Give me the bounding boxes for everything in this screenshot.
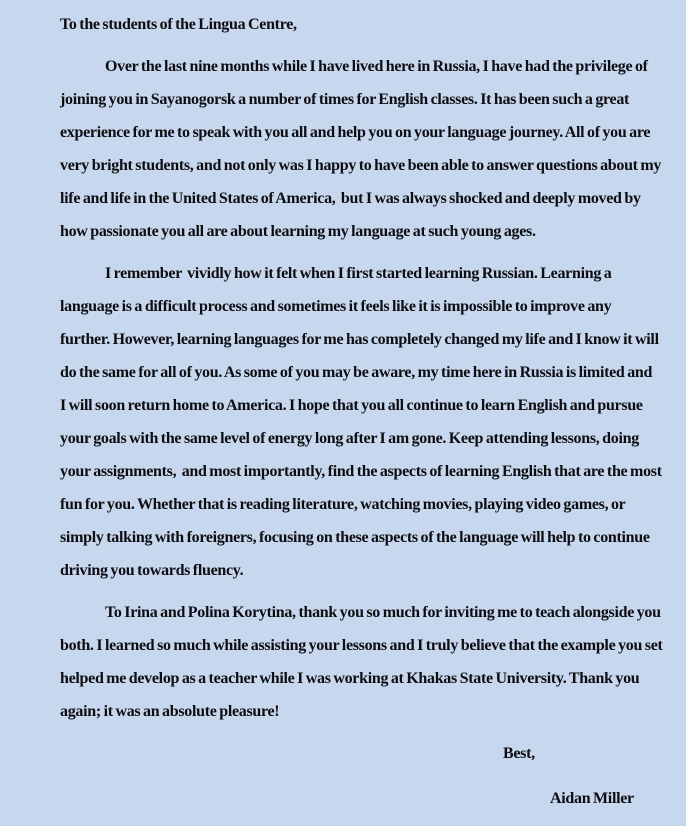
letter-line: language is a difficult process and sometimes it feels like it is impossible to improve any bbox=[60, 298, 612, 315]
paragraph bbox=[60, 257, 662, 587]
signature-name: Aidan Miller bbox=[550, 790, 634, 807]
letter-line: I remember vividly how it felt when I first started learning Russian. Learning a bbox=[105, 265, 612, 282]
letter-line: helped me develop as a teacher while I was working at Khakas State University. Thank you bbox=[60, 670, 640, 687]
letter-line: further. However, learning languages for me has completely changed my life and I know it will bbox=[60, 331, 659, 348]
letter-line: I will soon return home to America. I hope that you all continue to learn English and pursue bbox=[60, 397, 643, 414]
letter-line: fun for you. Whether that is reading literature, watching movies, playing video games, or bbox=[60, 496, 626, 513]
letter-line: how passionate you all are about learning my language at such young ages. bbox=[60, 223, 536, 240]
letter-line: driving you towards fluency. bbox=[60, 562, 244, 579]
letter-line: To Irina and Polina Korytina, thank you so much for inviting me to teach alongside you bbox=[105, 604, 661, 621]
paragraph bbox=[60, 50, 662, 248]
letter-line: Over the last nine months while I have lived here in Russia, I have had the privilege of bbox=[105, 58, 648, 75]
letter-line: simply talking with foreigners, focusing on these aspects of the language will help to continue bbox=[60, 529, 650, 546]
salutation-line: To the students of the Lingua Centre, bbox=[60, 16, 297, 33]
letter-line: your assignments, and most importantly, find the aspects of learning English that are the most bbox=[60, 463, 662, 480]
paragraph bbox=[60, 596, 663, 728]
letter-line: your goals with the same level of energy long after I am gone. Keep attending lessons, doing bbox=[60, 430, 639, 447]
closing-line: Best, bbox=[503, 745, 535, 762]
letter-line: very bright students, and not only was I happy to have been able to answer questions about my bbox=[60, 157, 662, 174]
letter-line: life and life in the United States of America, but I was always shocked and deeply moved by bbox=[60, 190, 641, 207]
letter-body bbox=[60, 50, 663, 728]
letter-line: again; it was an absolute pleasure! bbox=[60, 703, 280, 720]
letter-line: both. I learned so much while assisting your lessons and I truly believe that the example you set bbox=[60, 637, 663, 654]
letter-line: joining you in Sayanogorsk a number of times for English classes. It has been such a great bbox=[60, 91, 630, 108]
letter-line: do the same for all of you. As some of you may be aware, my time here in Russia is limited and bbox=[60, 364, 653, 381]
letter-line: experience for me to speak with you all and help you on your language journey. All of you are bbox=[60, 124, 651, 141]
